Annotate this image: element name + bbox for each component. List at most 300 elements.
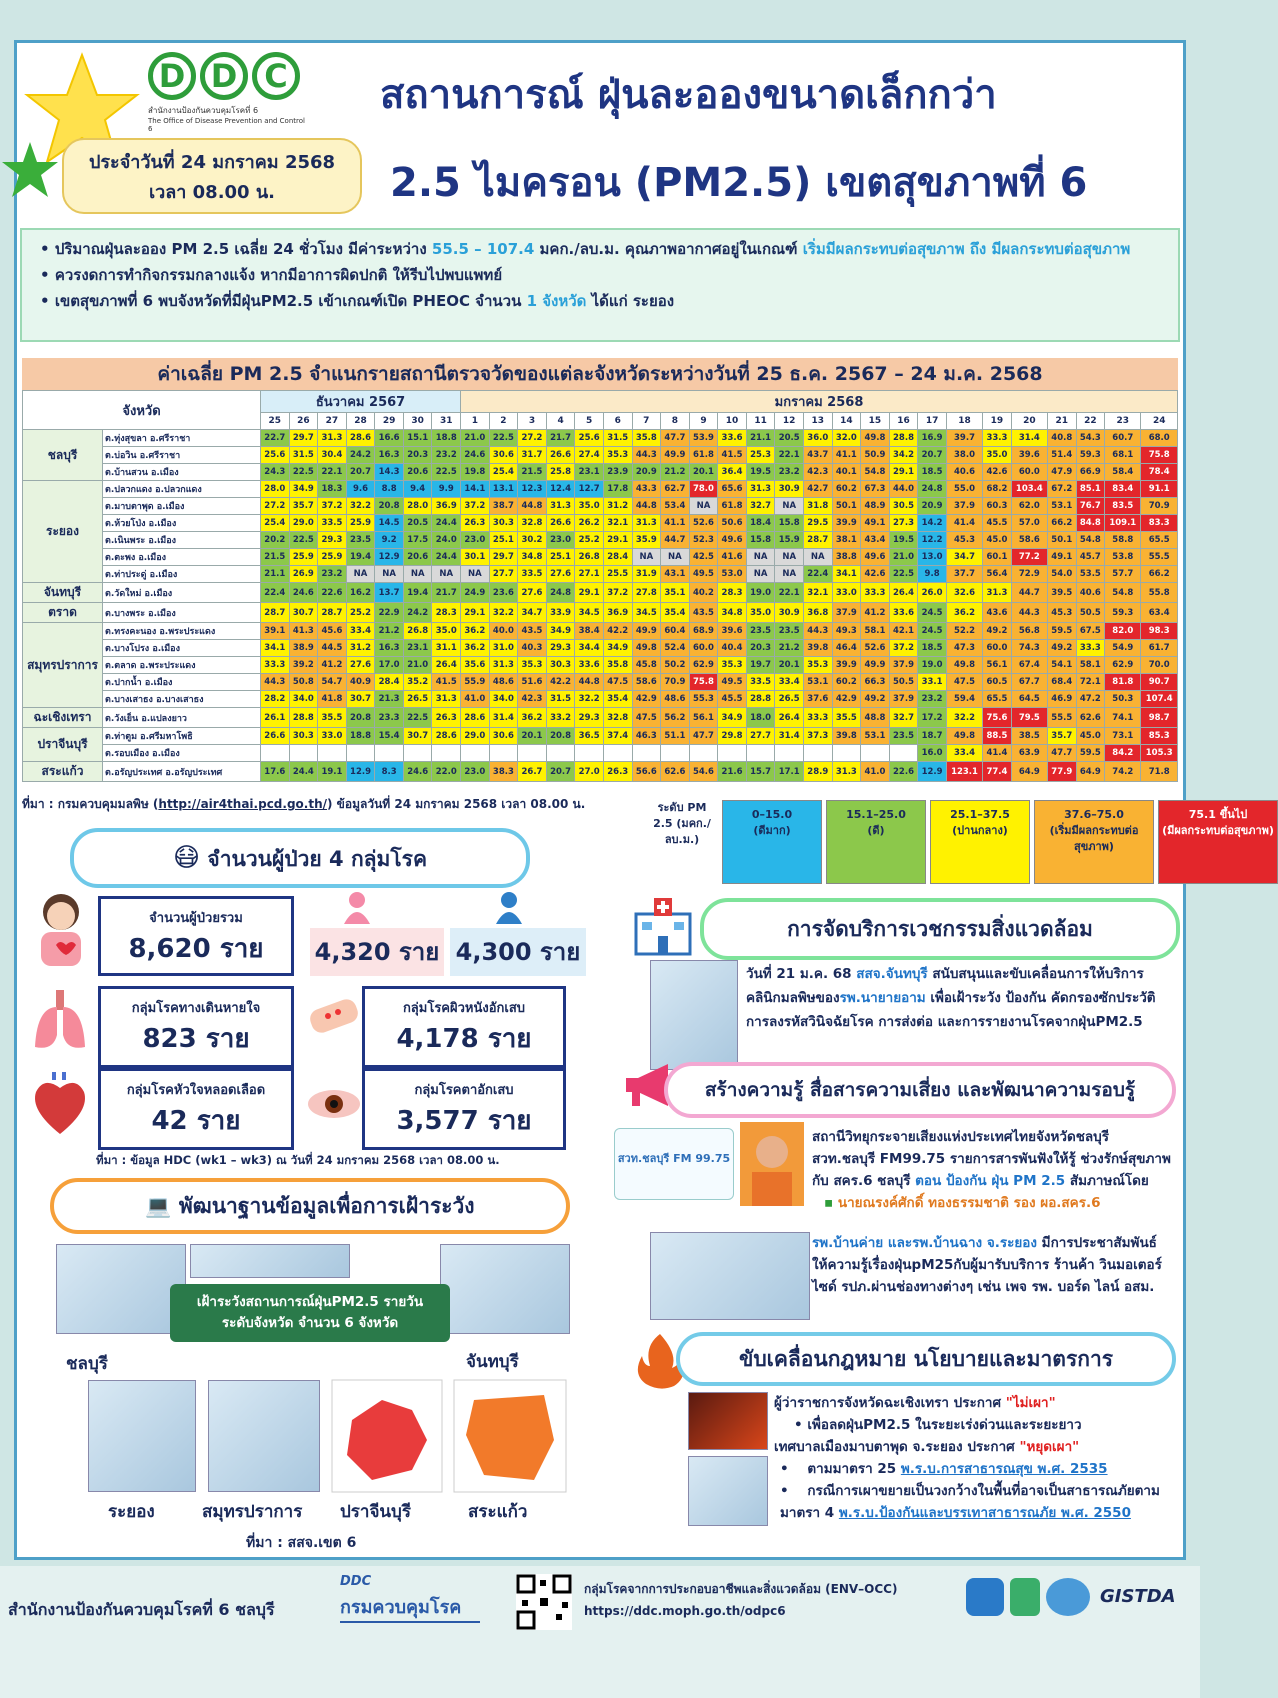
pm-value-cell: 28.7 <box>803 532 832 549</box>
patients-heading: 😷 จำนวนผู้ป่วย 4 กลุ่มโรค <box>70 828 530 888</box>
pm-value-cell: 34.0 <box>289 691 318 708</box>
pm-value-cell: 49.8 <box>861 430 890 447</box>
table-row <box>23 481 1178 498</box>
pm-value-cell: 43.5 <box>689 603 718 623</box>
legend-good: 15.1–25.0 (ดี) <box>826 800 926 884</box>
pm-value-cell: 22.6 <box>318 583 347 603</box>
pm-value-cell: 60.1 <box>983 549 1012 566</box>
province-cell: สระแก้ว <box>23 762 103 782</box>
pm-value-cell: 9.6 <box>346 481 375 498</box>
pm-value-cell: 41.1 <box>832 447 861 464</box>
day-header: 29 <box>375 413 404 430</box>
pm-value-cell: 44.3 <box>632 447 661 464</box>
pm-value-cell: 39.2 <box>289 657 318 674</box>
pm-value-cell: 23.3 <box>375 708 404 728</box>
interviewee-name: ▪ นายณรงค์ศักดิ์ ทองธรรมชาติ รอง ผอ.สคร.6 <box>824 1195 1101 1211</box>
pm-value-cell: 31.7 <box>518 447 547 464</box>
pm25-table <box>22 390 1178 782</box>
pm-value-cell: 39.6 <box>1011 447 1047 464</box>
pm-value-cell: 16.3 <box>375 640 404 657</box>
pm-value-cell: 31.3 <box>832 762 861 782</box>
pm-value-cell: 20.7 <box>918 447 947 464</box>
pm-value-cell <box>575 745 604 762</box>
day-header: 7 <box>632 413 661 430</box>
pm-value-cell: NA <box>375 566 404 583</box>
total-patients-box: จำนวนผู้ป่วยรวม 8,620 ราย <box>98 896 294 976</box>
pm-value-cell: 21.5 <box>261 549 290 566</box>
pm-value-cell: 38.8 <box>832 549 861 566</box>
pm-value-cell: 17.8 <box>603 481 632 498</box>
pm-value-cell: 58.1 <box>1076 657 1105 674</box>
pm-value-cell: 51.4 <box>1047 447 1076 464</box>
pm-value-cell: 29.1 <box>461 603 490 623</box>
pm-value-cell: 17.2 <box>918 708 947 728</box>
pm-value-cell: 33.5 <box>318 515 347 532</box>
pm-value-cell: 41.8 <box>318 691 347 708</box>
pm-value-cell: 48.9 <box>861 498 890 515</box>
pm-value-cell: 20.9 <box>918 498 947 515</box>
pm-value-cell: 32.8 <box>518 515 547 532</box>
station-cell: ต.บางเสาธง อ.บางเสาธง <box>103 691 261 708</box>
table-row <box>23 657 1178 674</box>
pm-value-cell: 37.6 <box>803 691 832 708</box>
pm-value-cell: 56.6 <box>632 762 661 782</box>
pm-value-cell: 16.0 <box>918 745 947 762</box>
pm-value-cell: 18.8 <box>432 430 461 447</box>
pm-value-cell: 71.8 <box>1141 762 1178 782</box>
pm-value-cell: 58.6 <box>632 674 661 691</box>
table-row <box>23 498 1178 515</box>
pm-value-cell: 27.6 <box>346 657 375 674</box>
pm-value-cell: 26.3 <box>603 762 632 782</box>
pm-value-cell: 44.0 <box>889 481 918 498</box>
pm-value-cell: 19.8 <box>461 464 490 481</box>
pm-value-cell: 35.4 <box>661 603 690 623</box>
pm-value-cell: 22.5 <box>403 708 432 728</box>
province-cell: ชลบุรี <box>23 430 103 481</box>
pm-value-cell: 16.3 <box>375 447 404 464</box>
surveillance-source: ที่มา : สสจ.เขต 6 <box>246 1535 357 1551</box>
station-cell: ต.ตะพง อ.เมือง <box>103 549 261 566</box>
env-medicine-heading: การจัดบริการเวชกรรมสิ่งแวดล้อม <box>700 898 1180 960</box>
pm-value-cell: 56.1 <box>983 657 1012 674</box>
pm-value-cell: NA <box>632 549 661 566</box>
pm-value-cell: 75.8 <box>689 674 718 691</box>
partner-logo <box>1046 1578 1090 1616</box>
day-header: 14 <box>832 413 861 430</box>
pm-value-cell: 22.5 <box>889 566 918 583</box>
page-title-line2: 2.5 ไมครอน (PM2.5) เขตสุขภาพที่ 6 <box>390 160 1088 206</box>
pm-value-cell: 38.3 <box>489 762 518 782</box>
station-cell: ต.มาบตาพุด อ.เมือง <box>103 498 261 515</box>
pm-value-cell: 39.9 <box>832 657 861 674</box>
pm-value-cell: 34.1 <box>832 566 861 583</box>
pm-value-cell: 34.9 <box>546 623 575 640</box>
pm-value-cell: 23.6 <box>489 583 518 603</box>
pm-value-cell: 12.4 <box>546 481 575 498</box>
pm-value-cell: 19.4 <box>403 583 432 603</box>
pm-value-cell: 60.4 <box>661 623 690 640</box>
pm-value-cell: 14.1 <box>461 481 490 498</box>
pm-value-cell: 109.1 <box>1105 515 1141 532</box>
legend-moderate: 25.1–37.5 (ปานกลาง) <box>930 800 1030 884</box>
pm-value-cell: 35.8 <box>603 657 632 674</box>
pm-value-cell: 20.1 <box>518 728 547 745</box>
pm-value-cell: 24.4 <box>432 515 461 532</box>
pm-value-cell: 123.1 <box>946 762 982 782</box>
table-row <box>23 640 1178 657</box>
pm-value-cell: 65.5 <box>1141 532 1178 549</box>
pm-value-cell: 28.3 <box>718 583 747 603</box>
pm-value-cell: 55.8 <box>1141 583 1178 603</box>
pm-value-cell: 29.7 <box>289 430 318 447</box>
pm-value-cell: 18.5 <box>918 464 947 481</box>
day-header: 16 <box>889 413 918 430</box>
pm-value-cell: 15.9 <box>775 532 804 549</box>
pm-value-cell <box>746 745 775 762</box>
pm-value-cell: 36.9 <box>603 603 632 623</box>
pm-value-cell: 30.3 <box>289 728 318 745</box>
pm-value-cell: 20.7 <box>546 762 575 782</box>
pm-value-cell: 33.3 <box>803 708 832 728</box>
pm-value-cell: 56.4 <box>983 566 1012 583</box>
pm-value-cell: 56.1 <box>689 708 718 728</box>
table-row <box>23 708 1178 728</box>
day-header: 24 <box>1141 413 1178 430</box>
day-header: 31 <box>432 413 461 430</box>
pm-value-cell: 20.6 <box>403 549 432 566</box>
ddc-logo <box>148 52 308 137</box>
pm-value-cell: 29.7 <box>489 549 518 566</box>
pm-value-cell: NA <box>432 566 461 583</box>
pm-value-cell: 22.1 <box>318 464 347 481</box>
pm-value-cell: 8.8 <box>375 481 404 498</box>
legend-label: ระดับ PM 2.5 (มคก./ ลบ.ม.) <box>653 801 711 846</box>
report-date: ประจำวันที่ 24 มกราคม 2568 <box>88 152 336 173</box>
pm-value-cell: 65.6 <box>718 481 747 498</box>
pm-value-cell: 49.3 <box>832 623 861 640</box>
pm-value-cell: 50.8 <box>289 674 318 691</box>
day-header: 26 <box>289 413 318 430</box>
eye-value: 3,577 ราย <box>396 1106 532 1136</box>
map-label: สมุทรปราการ <box>202 1502 303 1522</box>
pm-value-cell: 24.8 <box>546 583 575 603</box>
pm-value-cell: 48.8 <box>861 708 890 728</box>
pm-value-cell: 38.9 <box>289 640 318 657</box>
radio-logo: สวท.ชลบุรี FM 99.75 <box>614 1128 734 1200</box>
pm-value-cell: 49.8 <box>632 640 661 657</box>
pm-value-cell: 45.0 <box>1076 728 1105 745</box>
pm-value-cell: 37.2 <box>461 498 490 515</box>
pm-value-cell <box>775 745 804 762</box>
pm-value-cell: 31.5 <box>289 447 318 464</box>
pm-value-cell: 42.7 <box>803 481 832 498</box>
pm-value-cell <box>461 745 490 762</box>
pm-value-cell: 41.2 <box>318 657 347 674</box>
pm-value-cell: 16.2 <box>346 583 375 603</box>
legend-impact: 75.1 ขึ้นไป (มีผลกระทบต่อสุขภาพ) <box>1158 800 1278 884</box>
pm-value-cell: 30.6 <box>489 447 518 464</box>
pm-value-cell: 44.8 <box>518 498 547 515</box>
pm-value-cell: 49.9 <box>632 623 661 640</box>
pm-value-cell: 52.6 <box>689 515 718 532</box>
pm-value-cell: 60.0 <box>983 640 1012 657</box>
pm-value-cell: 90.7 <box>1141 674 1178 691</box>
pm-value-cell: 27.6 <box>546 566 575 583</box>
pm-value-cell: 30.1 <box>461 549 490 566</box>
pm-value-cell: 50.5 <box>889 674 918 691</box>
pm-value-cell: 28.4 <box>375 674 404 691</box>
pm-value-cell: 35.3 <box>603 447 632 464</box>
pm-value-cell: 22.4 <box>803 566 832 583</box>
pm-value-cell: 30.7 <box>346 691 375 708</box>
day-header: 23 <box>1105 413 1141 430</box>
pm-value-cell: 33.3 <box>983 430 1012 447</box>
pm-value-cell: 9.4 <box>403 481 432 498</box>
pm-value-cell: 22.1 <box>775 583 804 603</box>
station-cell: ต.รอบเมือง อ.เมือง <box>103 745 261 762</box>
pm-value-cell: 26.5 <box>775 691 804 708</box>
pm-value-cell: 53.1 <box>803 674 832 691</box>
pm-value-cell: 15.1 <box>403 430 432 447</box>
pm-value-cell: 26.8 <box>575 549 604 566</box>
pm-value-cell: 105.3 <box>1141 745 1178 762</box>
pm-value-cell: 18.5 <box>918 640 947 657</box>
pm-value-cell: 37.9 <box>889 691 918 708</box>
pm-value-cell: 67.5 <box>1076 623 1105 640</box>
station-cell: ต.ปากน้ำ อ.เมือง <box>103 674 261 691</box>
pm-value-cell: 66.9 <box>1076 464 1105 481</box>
pm-value-cell: 36.2 <box>461 623 490 640</box>
pm-value-cell: 18.8 <box>346 728 375 745</box>
pm-value-cell: 54.8 <box>1076 532 1105 549</box>
day-header: 12 <box>775 413 804 430</box>
pm-value-cell: 55.0 <box>946 481 982 498</box>
pm-value-cell: 35.5 <box>832 708 861 728</box>
pm-value-cell: 41.6 <box>718 549 747 566</box>
station-cell: ต.ปลวกแดง อ.ปลวกแดง <box>103 481 261 498</box>
day-header: 19 <box>983 413 1012 430</box>
pm-value-cell: 30.3 <box>546 657 575 674</box>
pm-value-cell: 103.4 <box>1011 481 1047 498</box>
pm-value-cell: 23.2 <box>432 447 461 464</box>
day-header: 5 <box>575 413 604 430</box>
pm-value-cell: 30.7 <box>403 728 432 745</box>
pm-value-cell: 42.2 <box>546 674 575 691</box>
pm-value-cell: 24.9 <box>461 583 490 603</box>
pm-value-cell <box>661 745 690 762</box>
pm-value-cell: 32.2 <box>346 498 375 515</box>
pm-value-cell: 20.5 <box>403 515 432 532</box>
day-header: 6 <box>603 413 632 430</box>
map-label: ชลบุรี <box>66 1354 108 1374</box>
pm-value-cell: 33.6 <box>575 657 604 674</box>
pm-value-cell: 27.2 <box>261 498 290 515</box>
pm-value-cell <box>889 745 918 762</box>
pm-value-cell: 25.6 <box>261 447 290 464</box>
bullet-item: • ปริมาณฝุ่นละออง PM 2.5 เฉลี่ย 24 ชั่วโมง มีค่าระหว่าง 55.5 – 107.4 มคก./ลบ.ม. คุณภาพอากาศอยู่ในเกณฑ์ เริ่มมีผลกระทบต่อสุขภาพ ถึง มีผลกระทบต่อสุขภาพ <box>40 240 1131 258</box>
day-header: 4 <box>546 413 575 430</box>
pm-value-cell: 20.2 <box>261 532 290 549</box>
pm-value-cell: 31.3 <box>432 691 461 708</box>
logo-letter: C <box>252 52 300 100</box>
table-row <box>23 762 1178 782</box>
pm-value-cell: 67.2 <box>1047 481 1076 498</box>
day-header: 8 <box>661 413 690 430</box>
pm-value-cell: 30.9 <box>775 603 804 623</box>
pm-value-cell: 32.2 <box>575 691 604 708</box>
pm-value-cell: 31.8 <box>803 498 832 515</box>
pm-value-cell: 54.9 <box>1105 640 1141 657</box>
pm-value-cell: 30.9 <box>775 481 804 498</box>
partner-logo <box>966 1578 1004 1616</box>
pm-value-cell: 37.3 <box>803 728 832 745</box>
pm-value-cell: 41.1 <box>661 515 690 532</box>
pm-value-cell: 47.7 <box>1047 745 1076 762</box>
pm-value-cell: 33.2 <box>546 708 575 728</box>
pm-value-cell: 47.5 <box>946 674 982 691</box>
source-link[interactable]: http://air4thai.pcd.go.th/ <box>158 797 328 811</box>
pm-value-cell: 47.7 <box>661 430 690 447</box>
day-header: 2 <box>489 413 518 430</box>
eye-icon <box>306 1086 362 1122</box>
skin-rash-icon <box>306 990 362 1040</box>
pm-value-cell: 19.5 <box>746 464 775 481</box>
pm-value-cell: 36.8 <box>803 603 832 623</box>
map-label: ระยอง <box>108 1502 155 1522</box>
footer <box>0 1566 1200 1698</box>
pm-value-cell: 8.3 <box>375 762 404 782</box>
lungs-icon <box>30 985 90 1055</box>
table-row <box>23 447 1178 464</box>
pm-value-cell: 12.9 <box>346 762 375 782</box>
pm-value-cell: 50.5 <box>1076 603 1105 623</box>
table-row <box>23 430 1178 447</box>
pm-value-cell: 25.9 <box>289 549 318 566</box>
pm-value-cell <box>403 745 432 762</box>
pm-value-cell: 59.4 <box>946 691 982 708</box>
heart-icon <box>30 1070 90 1140</box>
pm-value-cell: 49.1 <box>861 515 890 532</box>
pm-value-cell: 31.1 <box>432 640 461 657</box>
pm-value-cell: 53.1 <box>1047 498 1076 515</box>
pm-value-cell: 21.0 <box>403 657 432 674</box>
pm-value-cell: 37.9 <box>889 657 918 674</box>
day-header: 20 <box>1011 413 1047 430</box>
pm-value-cell: 27.8 <box>632 583 661 603</box>
pm-value-cell: 67.7 <box>1011 674 1047 691</box>
pm-value-cell: 27.1 <box>575 566 604 583</box>
pm-value-cell: 47.5 <box>632 708 661 728</box>
pm-value-cell: NA <box>775 566 804 583</box>
pm-value-cell: 77.9 <box>1047 762 1076 782</box>
qr-code-icon[interactable] <box>516 1574 572 1630</box>
pm-value-cell: 33.3 <box>261 657 290 674</box>
pm-value-cell: 37.9 <box>946 498 982 515</box>
pm-value-cell: 39.1 <box>261 623 290 640</box>
pm-value-cell: 26.6 <box>546 515 575 532</box>
pm-value-cell: 39.8 <box>803 640 832 657</box>
pm-value-cell: 56.2 <box>661 708 690 728</box>
pm-value-cell: 63.4 <box>1141 603 1178 623</box>
station-cell: ต.ทุ่งสุขลา อ.ศรีราชา <box>103 430 261 447</box>
pm-value-cell: 28.8 <box>889 430 918 447</box>
pm-value-cell: 35.0 <box>575 498 604 515</box>
pm-value-cell: NA <box>775 549 804 566</box>
pm-value-cell: 49.9 <box>661 447 690 464</box>
pm-value-cell: 35.0 <box>746 603 775 623</box>
pm-value-cell: 27.0 <box>575 762 604 782</box>
footer-group: กลุ่มโรคจากการประกอบอาชีพและสิ่งแวดล้อม (ENV–OCC) <box>584 1582 898 1596</box>
pm-value-cell: 32.7 <box>889 708 918 728</box>
pm-value-cell: 85.1 <box>1076 481 1105 498</box>
bullet-item: • ควรงดการทำกิจกรรมกลางแจ้ง หากมีอาการผิดปกติ ให้รีบไปพบแพทย์ <box>40 266 503 284</box>
pm-value-cell: 39.5 <box>1047 583 1076 603</box>
pm-value-cell: 44.3 <box>261 674 290 691</box>
pm-value-cell: 27.6 <box>518 583 547 603</box>
pm-value-cell <box>375 745 404 762</box>
pm-value-cell: 59.3 <box>1105 603 1141 623</box>
pm-value-cell: 24.6 <box>403 762 432 782</box>
pm-value-cell: 26.0 <box>918 583 947 603</box>
pm-value-cell: 32.2 <box>489 603 518 623</box>
pm-value-cell: 41.5 <box>718 447 747 464</box>
respiratory-value: 823 ราย <box>142 1024 250 1054</box>
pm-value-cell: 64.9 <box>1076 762 1105 782</box>
pm-value-cell: 24.2 <box>403 603 432 623</box>
male-count: 4,300 ราย <box>450 928 586 976</box>
skin-value: 4,178 ราย <box>396 1024 532 1054</box>
pm-value-cell: 31.2 <box>346 640 375 657</box>
pm-value-cell: 42.1 <box>889 623 918 640</box>
province-cell: จันทบุรี <box>23 583 103 603</box>
pm-value-cell: 30.7 <box>289 603 318 623</box>
pm-value-cell: 31.3 <box>632 515 661 532</box>
pm-value-cell: 30.4 <box>318 447 347 464</box>
pm-value-cell: 42.9 <box>832 691 861 708</box>
pm-value-cell: 49.2 <box>1047 640 1076 657</box>
pm-value-cell: 26.2 <box>575 515 604 532</box>
pm-value-cell: 31.5 <box>546 691 575 708</box>
pm-value-cell: 44.7 <box>1011 583 1047 603</box>
pm-value-cell: 70.9 <box>661 674 690 691</box>
province-cell: ระยอง <box>23 481 103 583</box>
pm-value-cell: 37.2 <box>318 498 347 515</box>
pm-value-cell: 26.6 <box>546 447 575 464</box>
pm-value-cell: 15.8 <box>775 515 804 532</box>
pm-value-cell: 19.5 <box>889 532 918 549</box>
pm-value-cell: 19.0 <box>918 657 947 674</box>
footer-url[interactable]: https://ddc.moph.go.th/odpc6 <box>584 1604 786 1618</box>
pm-value-cell: 36.9 <box>432 498 461 515</box>
pm-value-cell: 73.1 <box>1105 728 1141 745</box>
day-header: 1 <box>461 413 490 430</box>
pm-value-cell: 34.0 <box>489 691 518 708</box>
pm-value-cell: 54.8 <box>1105 583 1141 603</box>
pm-value-cell: 49.9 <box>861 657 890 674</box>
pm-value-cell: 49.5 <box>718 674 747 691</box>
station-cell: ต.ท่าตูม อ.ศรีมหาโพธิ <box>103 728 261 745</box>
report-time: เวลา 08.00 น. <box>148 182 275 203</box>
table-row <box>23 691 1178 708</box>
pm-value-cell: 36.2 <box>461 640 490 657</box>
pm-value-cell: 23.0 <box>461 532 490 549</box>
pm-value-cell: 20.8 <box>346 708 375 728</box>
pm-value-cell: 49.2 <box>861 691 890 708</box>
pm-value-cell: NA <box>403 566 432 583</box>
legend-start-impact: 37.6–75.0 (เริ่มมีผลกระทบต่อสุขภาพ) <box>1034 800 1154 884</box>
pm-value-cell: 25.2 <box>575 532 604 549</box>
